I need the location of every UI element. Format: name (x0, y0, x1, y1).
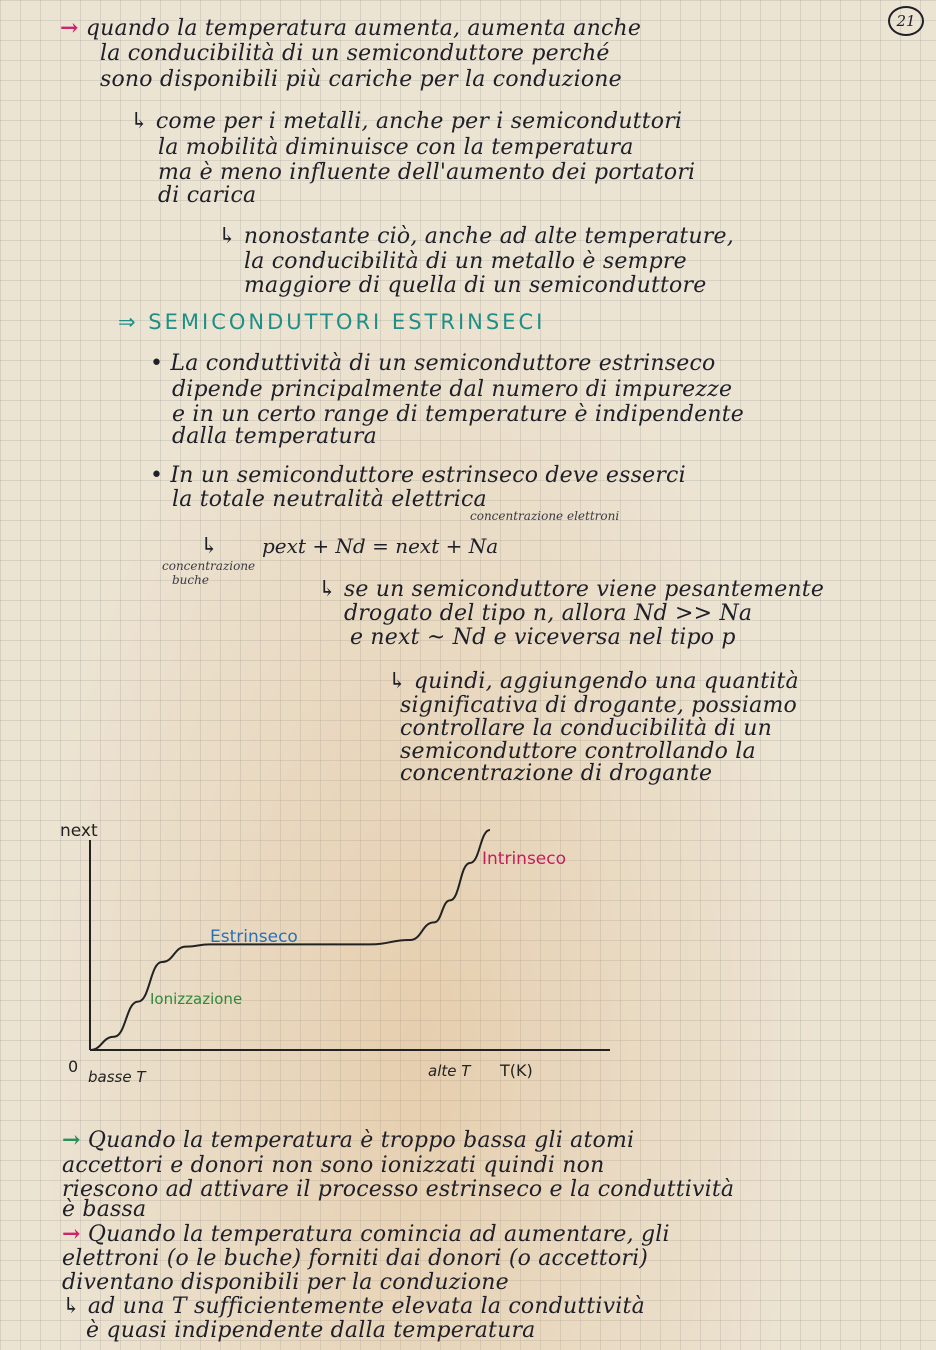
bottom2-line4: ↳ ad una T sufficientemente elevata la conduttività (62, 1294, 645, 1319)
double-arrow-icon: ⇒ (118, 310, 139, 334)
corner-arrow-icon: ↳ (388, 669, 407, 694)
bullet2-line2: la totale neutralità elettrica (172, 487, 487, 512)
x-tick-low: basse T (88, 1068, 146, 1086)
para1-line2: la conducibilità di un semiconduttore perché (100, 41, 610, 66)
bottom2-line3: diventano disponibili per la conduzione (62, 1270, 509, 1295)
doping-line2: drogato del tipo n, allora Nd >> Na (344, 601, 753, 626)
y-axis-label: next (60, 821, 98, 841)
para2-line2: la mobilità diminuisce con la temperatura (158, 135, 634, 160)
para3-line2: la conducibilità di un metallo è sempre (244, 249, 687, 274)
para1-line3: sono disponibili più cariche per la conduzione (100, 67, 622, 92)
bullet1-line4: dalla temperatura (172, 424, 377, 449)
para3-line3: maggiore di quella di un semiconduttore (244, 273, 707, 298)
doping-line1: ↳ se un semiconduttore viene pesantemente (318, 577, 825, 602)
corner-arrow-icon: ↳ (130, 109, 149, 134)
para3-line1: ↳ nonostante ciò, anche ad alte temperature, (218, 224, 734, 249)
holes-note-1: concentrazione (162, 559, 256, 573)
bottom2-line5: è quasi indipendente dalla temperatura (86, 1318, 536, 1343)
green-arrow-icon: → (62, 1127, 81, 1153)
bullet1-line1: • La conduttività di un semiconduttore estrinseco (150, 351, 716, 376)
control-line2: significativa di drogante, possiamo (400, 693, 797, 718)
para2-line4: di carica (158, 183, 257, 208)
electron-note: concentrazione elettroni (470, 509, 620, 523)
bullet1-line2: dipende principalmente dal numero di impurezze (172, 377, 733, 402)
para2-line1: ↳ come per i metalli, anche per i semiconduttori (130, 109, 683, 134)
bottom1-line1: → Quando la temperatura è troppo bassa gli atomi (62, 1127, 635, 1153)
doping-line3: e next ~ Nd e viceversa nel tipo p (350, 625, 736, 650)
bottom2-line2: elettroni (o le buche) forniti dai donori (o accettori) (62, 1246, 649, 1271)
corner-arrow-icon: ↳ (318, 577, 337, 602)
bullet-icon: • (150, 351, 164, 376)
bottom1-line2: accettori e donori non sono ionizzati quindi non (62, 1153, 605, 1178)
pink-arrow-icon: → (62, 1221, 81, 1247)
pink-arrow-icon: → (60, 15, 79, 41)
formula-arrow (200, 535, 219, 559)
region-label-ionizzazione: Ionizzazione (150, 990, 243, 1008)
bottom2-line1: → Quando la temperatura comincia ad aumentare, gli (62, 1221, 670, 1247)
corner-arrow-icon: ↳ (62, 1294, 81, 1319)
x-axis-label: T(K) (500, 1061, 533, 1080)
bullet2-line1: • In un semiconduttore estrinseco deve esserci (150, 463, 686, 488)
page-number: 21 (888, 6, 924, 36)
carrier-concentration-chart (50, 810, 650, 1100)
holes-note-2: buche (172, 573, 209, 587)
neutrality-equation: pext + Nd = next + Na (262, 534, 499, 558)
region-label-estrinseco: Estrinseco (210, 927, 298, 947)
bullet-icon: • (150, 463, 164, 488)
bottom1-line3: riescono ad attivare il processo estrinseco e la conduttività (62, 1177, 735, 1202)
origin-label: 0 (68, 1057, 79, 1076)
para1-line1: → quando la temperatura aumenta, aumenta anche (60, 15, 642, 41)
bullet1-line3: e in un certo range di temperature è indipendente (172, 402, 745, 427)
corner-arrow-icon: ↳ (218, 224, 237, 249)
para2-line3: ma è meno influente dell'aumento dei portatori (158, 160, 696, 185)
section-heading: ⇒ SEMICONDUTTORI ESTRINSECI (118, 310, 546, 334)
x-tick-high: alte T (428, 1062, 471, 1080)
corner-arrow-icon: ↳ (200, 534, 219, 559)
control-line4: semiconduttore controllando la (400, 739, 756, 764)
control-line3: controllare la conducibilità di un (400, 716, 772, 741)
control-line1: ↳ quindi, aggiungendo una quantità (388, 669, 799, 694)
control-line5: concentrazione di drogante (400, 761, 713, 786)
region-label-intrinseco: Intrinseco (482, 849, 567, 869)
bottom1-line4: è bassa (62, 1197, 147, 1222)
